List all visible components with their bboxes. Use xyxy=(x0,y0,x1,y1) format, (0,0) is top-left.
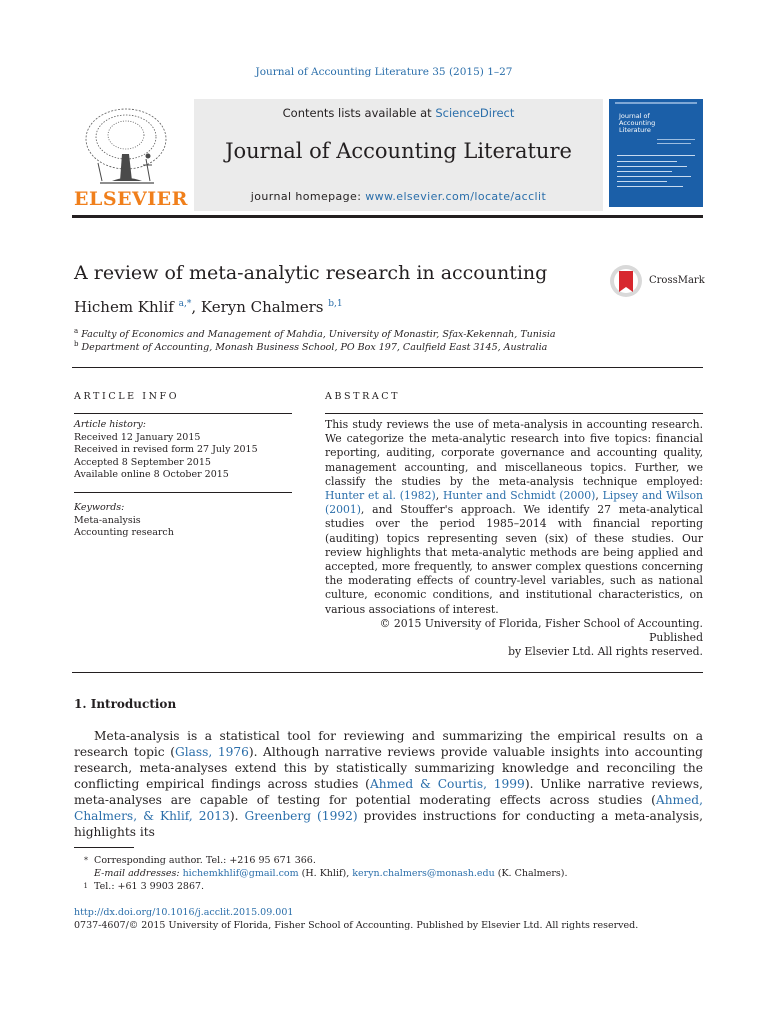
journal-cover-thumbnail[interactable] xyxy=(609,99,703,207)
issn-copyright-line: 0737-4607/© 2015 University of Florida, Fisher School of Accounting. Published by Elsevier Ltd. All rights reserved. xyxy=(74,920,639,931)
cover-line xyxy=(657,143,691,144)
footnotes xyxy=(74,854,703,893)
keywords xyxy=(74,502,292,540)
cover-line xyxy=(617,186,683,187)
affiliation: $^a$ Faculty of Economics and Management of Mahdia, University of Monastir, Sfax-Kekennah, Tunisia xyxy=(74,327,556,341)
elsevier-logo[interactable] xyxy=(72,99,188,211)
reference-link[interactable]: Glass, 1976 xyxy=(174,745,249,759)
reference-link[interactable]: Greenberg (1992) xyxy=(244,809,358,823)
keyword: Accounting research xyxy=(74,527,174,538)
journal-title: Journal of Accounting Literature xyxy=(225,139,572,163)
author-name[interactable]: Hichem Khlif xyxy=(74,298,174,316)
reference-link[interactable]: Hunter and Schmidt (2000) xyxy=(443,489,596,503)
cover-line xyxy=(657,139,695,140)
author-name[interactable]: Keryn Chalmers xyxy=(200,298,324,316)
header-rule xyxy=(72,367,703,368)
keywords-rule xyxy=(74,492,292,493)
history-item: Received in revised form 27 July 2015 xyxy=(74,444,258,455)
article-title: A review of meta-analytic research in accounting xyxy=(74,262,548,284)
reference-link[interactable]: Hunter et al. (1982) xyxy=(325,489,436,503)
cover-line xyxy=(617,166,687,167)
email-link[interactable]: hichemkhlif@gmail.com xyxy=(182,868,299,879)
journal-citation: Journal of Accounting Literature 35 (2015) 1–27 xyxy=(255,66,513,78)
reference-link[interactable]: Ahmed, Chalmers, & Khlif, 2013 xyxy=(74,793,703,823)
homepage-link[interactable]: www.elsevier.com/locate/acclit xyxy=(365,190,547,203)
cover-line xyxy=(617,155,695,156)
crossmark-label: CrossMark xyxy=(649,275,705,286)
masthead-rule xyxy=(72,215,703,218)
article-history xyxy=(74,419,292,482)
elsevier-wordmark: ELSEVIER xyxy=(74,188,188,210)
author-list: Hichem Khlif $^{a,*}$, Keryn Chalmers $^{b,1}$ xyxy=(74,298,343,316)
contents-line: Contents lists available at ScienceDirect xyxy=(282,106,515,120)
footnote-corresponding: * Corresponding author. Tel.: +216 95 671 366. xyxy=(74,854,703,867)
abstract-end-rule xyxy=(72,672,703,673)
crossmark-icon xyxy=(609,264,645,300)
history-item: Accepted 8 September 2015 xyxy=(74,456,211,468)
abstract-body: This study reviews the use of meta-analysis in accounting research. We categorize the meta-analytic research into five topics: financial reporting, auditing, corporate governance and accounting quality, management accounting, and miscellaneous topics. Further, we classify the studies by the meta-analysis technique employed: Hunter et al. (1982), Hunter and Schmidt (2000), Lipsey and Wilson (2001), and Stouffer's approach. We identify 27 meta-analytical studies over the period 1985–2014 with financial reporting (auditing) topics representing seven (six) of these studies. Our review highlights that meta-analytic methods are being applied and accepted, more frequently, to answer complex questions concerning the moderating effects of country-level variables, such as national culture, economic conditions, and institutional characteristics, on various associations of interest. © 2015 University of Florida, Fisher School of Accounting. Published by Elsevier Ltd. All rights reserved. xyxy=(325,418,703,659)
masthead xyxy=(72,99,703,211)
abstract-heading: ABSTRACT xyxy=(325,391,401,402)
cover-title: Journal of Accounting Literature xyxy=(619,112,656,134)
cover-header-bar xyxy=(615,102,697,104)
doi-link[interactable]: http://dx.doi.org/10.1016/j.acclit.2015.09.001 xyxy=(74,907,294,918)
author-marks[interactable]: a,* xyxy=(178,299,192,309)
journal-banner xyxy=(194,99,603,211)
crossmark-button[interactable] xyxy=(609,264,705,300)
cover-line xyxy=(617,181,667,182)
footnote-star-mark: * xyxy=(84,856,88,865)
cover-line xyxy=(617,161,677,162)
section-heading-introduction: 1. Introduction xyxy=(74,697,177,711)
reference-link[interactable]: Ahmed & Courtis, 1999 xyxy=(369,777,525,791)
sciencedirect-link[interactable]: ScienceDirect xyxy=(435,106,515,120)
cover-line xyxy=(617,176,691,177)
footnote-one-mark: 1 xyxy=(83,882,88,890)
keywords-label: Keywords: xyxy=(74,502,125,513)
footnote-tel: 1 Tel.: +61 3 9903 2867. xyxy=(74,880,703,893)
abstract-copyright: © 2015 University of Florida, Fisher School of Accounting. Published by Elsevier Ltd. All rights reserved. xyxy=(379,616,703,659)
abstract-rule xyxy=(325,413,703,414)
keyword: Meta-analysis xyxy=(74,514,141,526)
article-info-heading: ARTICLE INFO xyxy=(74,391,180,402)
email-link[interactable]: keryn.chalmers@monash.edu xyxy=(352,868,495,879)
reference-link[interactable]: Lipsey and Wilson (2001) xyxy=(325,489,703,517)
author-marks[interactable]: b,1 xyxy=(328,299,343,309)
footnote-rule xyxy=(74,847,134,848)
affiliation: $^b$ Department of Accounting, Monash Business School, PO Box 197, Caulfield East 3145, Australia xyxy=(74,340,548,354)
history-item: Received 12 January 2015 xyxy=(74,431,201,443)
footnote-emails: E-mail addresses: hichemkhlif@gmail.com (H. Khlif), keryn.chalmers@monash.edu (K. Chalmers). xyxy=(94,868,568,879)
cover-line xyxy=(617,171,672,172)
article-info-rule xyxy=(74,413,292,414)
history-item: Available online 8 October 2015 xyxy=(74,469,229,480)
history-label: Article history: xyxy=(74,419,146,430)
introduction-paragraph: Meta-analysis is a statistical tool for reviewing and summarizing the empirical results on a research topic (Glass, 1976). Although narrative reviews provide valuable insights into accounting research, meta-analyses extend this by statistically summarizing knowledge and reconciling the conflicting empirical findings across studies (Ahmed & Courtis, 1999). Unlike narrative reviews, meta-analyses are capable of testing for potential moderating effects across studies (Ahmed, Chalmers, & Khlif, 2013). Greenberg (1992) provides instructions for conducting a meta-analysis, highlights its xyxy=(74,729,703,839)
homepage-line: journal homepage: www.elsevier.com/locate/acclit xyxy=(250,190,547,203)
